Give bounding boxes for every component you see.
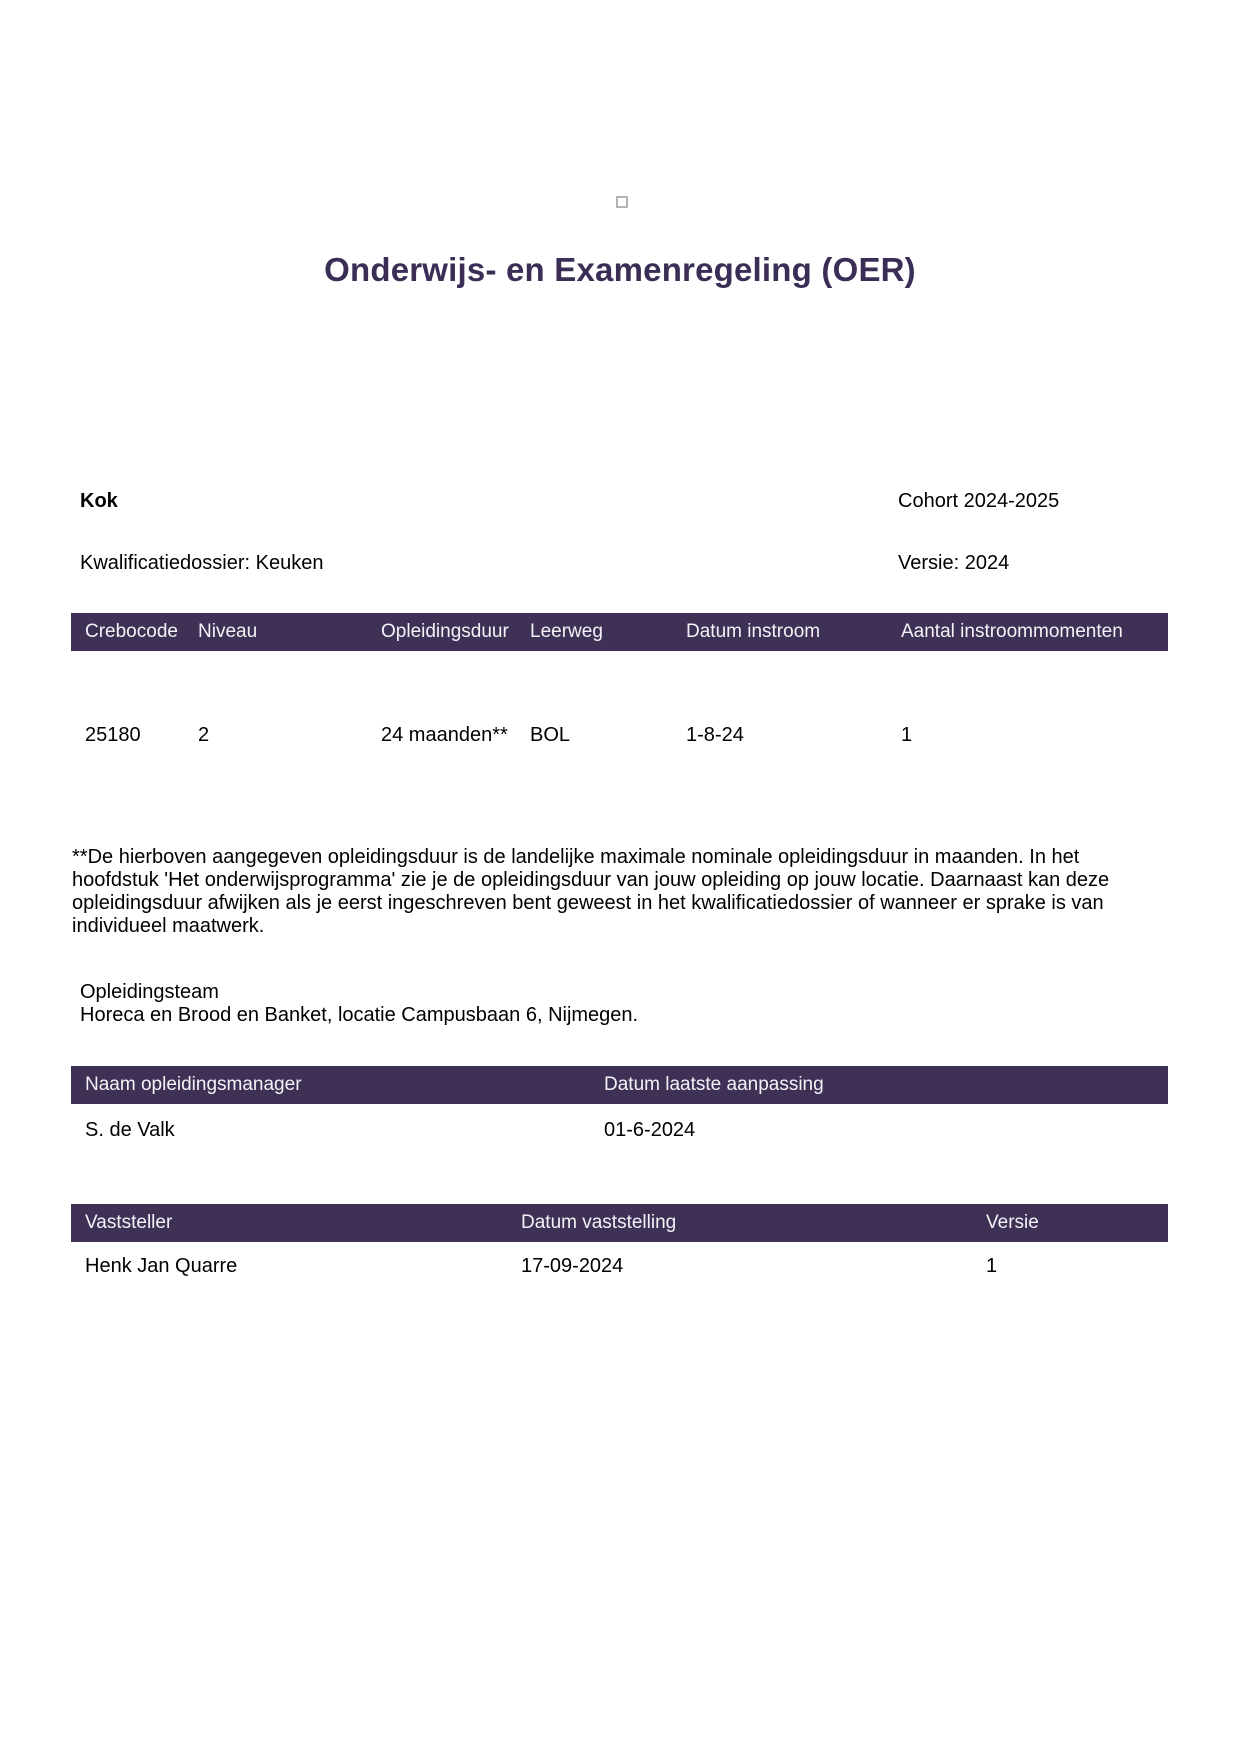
column-header-crebocode: Crebocode	[85, 621, 178, 642]
cell-datum-laatste-aanpassing: 01-6-2024	[604, 1119, 696, 1141]
manager-table-row	[71, 1104, 1168, 1142]
opleidingsteam-block	[80, 981, 638, 1027]
cell-aantal-instroommomenten: 1	[901, 724, 913, 746]
program-table	[71, 613, 1168, 747]
page-title: Onderwijs- en Examenregeling (OER)	[324, 251, 916, 288]
cell-vaststeller: Henk Jan Quarre	[85, 1255, 238, 1277]
column-header-datum-laatste-aanpassing: Datum laatste aanpassing	[604, 1074, 824, 1095]
cell-versie: 1	[986, 1255, 998, 1277]
missing-image-placeholder-icon	[616, 196, 628, 208]
column-header-aantal-instroommomenten: Aantal instroommomenten	[901, 621, 1123, 642]
vaststelling-table-header-row	[71, 1204, 1168, 1242]
column-header-versie: Versie	[986, 1212, 1039, 1233]
cell-datum-vaststelling: 17-09-2024	[521, 1255, 624, 1277]
program-name-label: Kok	[80, 490, 118, 512]
vaststelling-table-row	[71, 1242, 1168, 1278]
opleidingsteam-value: Horeca en Brood en Banket, locatie Campusbaan 6, Nijmegen.	[80, 1004, 639, 1026]
cohort-label: Cohort 2024-2025	[898, 490, 1060, 512]
cell-datum-instroom: 1-8-24	[686, 724, 744, 746]
kwalificatiedossier-label: Kwalificatiedossier: Keuken	[80, 552, 324, 574]
program-table-row	[71, 651, 1168, 747]
manager-table	[71, 1066, 1168, 1142]
program-table-header-row	[71, 613, 1168, 651]
column-header-naam-opleidingsmanager: Naam opleidingsmanager	[85, 1074, 302, 1095]
cell-naam-opleidingsmanager: S. de Valk	[85, 1119, 175, 1141]
manager-table-header-row	[71, 1066, 1168, 1104]
vaststelling-table	[71, 1204, 1168, 1278]
cell-crebocode: 25180	[85, 724, 141, 746]
column-header-opleidingsduur: Opleidingsduur	[381, 621, 509, 642]
opleidingsteam-label: Opleidingsteam	[80, 981, 219, 1003]
cell-niveau: 2	[198, 724, 210, 746]
column-header-datum-vaststelling: Datum vaststelling	[521, 1212, 677, 1233]
cell-opleidingsduur: 24 maanden**	[381, 724, 508, 746]
column-header-niveau: Niveau	[198, 621, 258, 642]
cell-leerweg: BOL	[530, 724, 571, 746]
column-header-datum-instroom: Datum instroom	[686, 621, 821, 642]
column-header-leerweg: Leerweg	[530, 621, 603, 642]
column-header-vaststeller: Vaststeller	[85, 1212, 173, 1233]
versie-label: Versie: 2024	[898, 552, 1010, 574]
opleidingsduur-footnote: **De hierboven aangegeven opleidingsduur is de landelijke maximale nominale opleidingsduur in maanden. In het hoofdstuk 'Het onderwijsprogramma' zie je de opleidingsduur van jouw opleiding op jouw locatie. Daarnaast kan deze opleidingsduur afwijken als je eerst ingeschreven bent geweest in het kwalificatiedossier of wanneer er sprake is van individueel maatwerk.	[72, 846, 1110, 937]
